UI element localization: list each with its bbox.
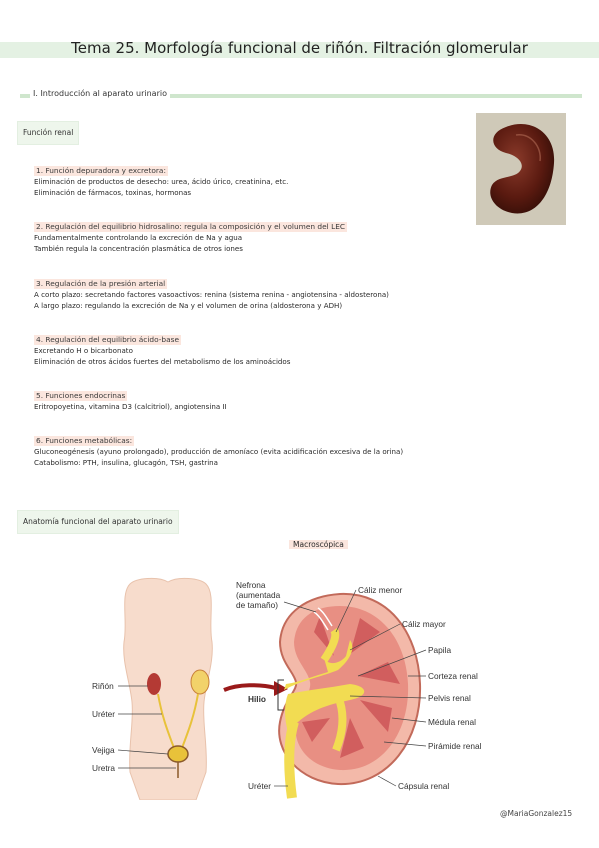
section-6 xyxy=(34,428,403,469)
section-1 xyxy=(34,158,288,199)
funcion-renal-box: Función renal xyxy=(17,121,79,145)
label-nefrona-2: (aumentada xyxy=(236,590,281,600)
author-credit: @MariaGonzalez15 xyxy=(500,809,573,818)
page-title: Tema 25. Morfología funcional de riñón. Filtración glomerular xyxy=(71,39,528,57)
intro-section-label: I. Introducción al aparato urinario xyxy=(30,89,170,98)
section-line: Eliminación de otros ácidos fuertes del metabolismo de los aminoácidos xyxy=(34,356,291,366)
left-kidney-icon xyxy=(147,673,161,695)
section-heading: 2. Regulación del equilibrio hidrosalino: regula la composición y el volumen del LEC xyxy=(36,222,346,231)
label-piramide-renal: Pirámide renal xyxy=(428,741,482,751)
label-papila: Papila xyxy=(428,645,452,655)
label-hilio: Hilio xyxy=(248,694,266,704)
section-line: A largo plazo: regulando la excreción de Na y el volumen de orina (aldosterona y ADH) xyxy=(34,300,343,310)
section-heading: 6. Funciones metabólicas: xyxy=(36,436,133,445)
section-4 xyxy=(34,327,290,368)
section-heading: 4. Regulación del equilibrio ácido-base xyxy=(36,335,180,344)
label-capsula-renal: Cápsula renal xyxy=(398,781,450,791)
label-uretra: Uretra xyxy=(92,763,116,773)
kidney-anatomy-figure xyxy=(88,572,488,800)
macroscopica-label: Macroscópica xyxy=(289,540,348,549)
section-line: Eritropoyetina, vitamina D3 (calcitriol), angiotensina II xyxy=(34,402,227,411)
label-caliz-menor: Cáliz menor xyxy=(358,585,403,595)
section-line: Eliminación de productos de desecho: urea, ácido úrico, creatinina, etc. xyxy=(34,177,289,186)
section-line: Gluconeogénesis (ayuno prolongado), producción de amoníaco (evita acidificación excesiva de la orina) xyxy=(34,447,404,456)
section-line: También regula la concentración plasmática de otros iones xyxy=(34,243,243,253)
section-line: Excretando H o bicarbonato xyxy=(34,346,133,355)
section-line: Catabolismo: PTH, insulina, glucagón, TSH, gastrina xyxy=(34,457,219,467)
label-caliz-mayor: Cáliz mayor xyxy=(402,619,446,629)
section-heading: 5. Funciones endocrinas xyxy=(36,391,126,400)
label-ureter-bottom: Uréter xyxy=(248,781,272,791)
right-kidney-icon xyxy=(191,670,209,694)
anatomia-box: Anatomía funcional del aparato urinario xyxy=(17,510,179,534)
label-nefrona: Nefrona xyxy=(236,580,266,590)
label-pelvis-renal: Pelvis renal xyxy=(428,693,471,703)
kidney-photo xyxy=(476,113,566,225)
section-heading: 3. Regulación de la presión arterial xyxy=(36,279,166,288)
section-5 xyxy=(34,383,227,413)
label-vejiga: Vejiga xyxy=(92,745,115,755)
section-heading: 1. Función depuradora y excretora: xyxy=(36,166,166,175)
label-nefrona-3: de tamaño) xyxy=(236,600,278,610)
label-rinon: Riñón xyxy=(92,681,114,691)
label-ureter: Uréter xyxy=(92,709,116,719)
section-line: A corto plazo: secretando factores vasoactivos: renina (sistema renina - angiotensina - aldosterona) xyxy=(34,290,389,299)
bladder-icon xyxy=(168,746,188,762)
section-line: Fundamentalmente controlando la excreción de Na y agua xyxy=(34,233,243,242)
section-3 xyxy=(34,271,389,312)
section-2 xyxy=(34,214,347,255)
label-medula-renal: Médula renal xyxy=(428,717,476,727)
label-corteza-renal: Corteza renal xyxy=(428,671,478,681)
section-line: Eliminación de fármacos, toxinas, hormonas xyxy=(34,187,192,197)
